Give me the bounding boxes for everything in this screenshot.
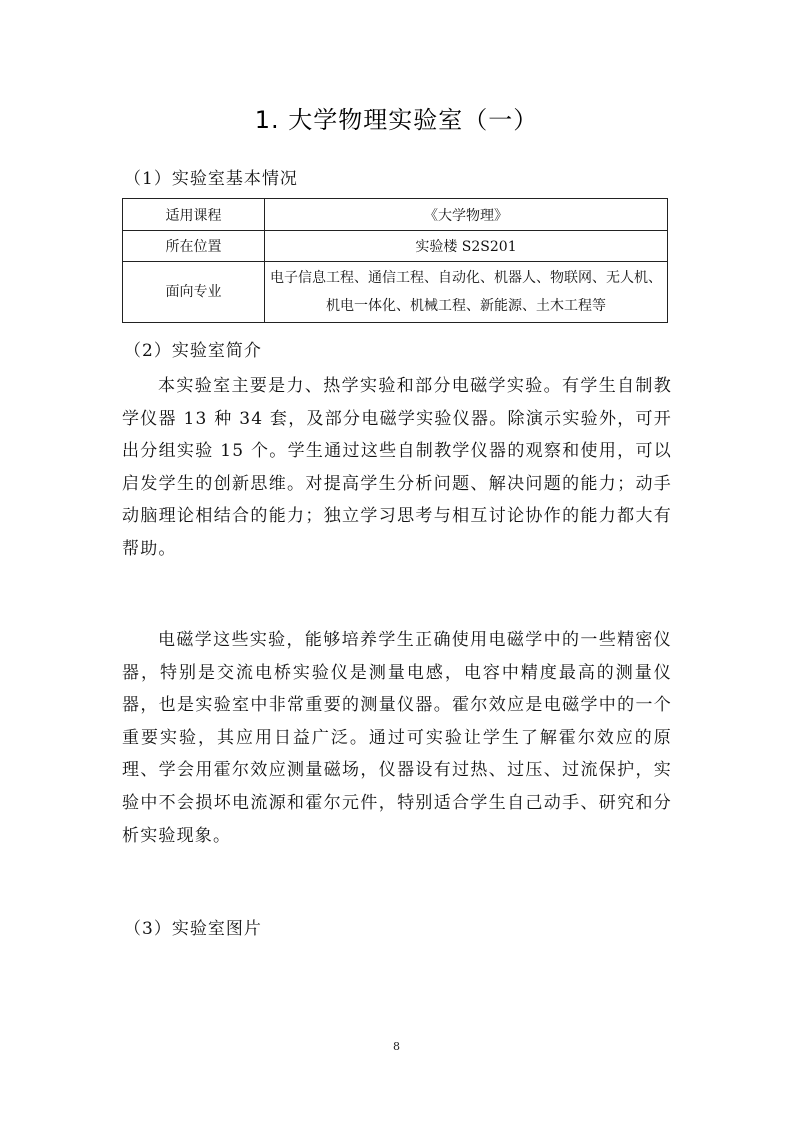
intro-paragraph-1: 本实验室主要是力、热学实验和部分电磁学实验。有学生自制教学仪器 13 种 34 套，及部分电磁学实验仪器。除演示实验外，可开出分组实验 15 个。学生通过这些自制教学仪器的观察和使用，可以启发学生的创新思维。对提高学生分析问题、解决问题的能力；动手动脑理论相结合的能力；独立学习思考与相互讨论协作的能力都大有帮助。 — [122, 376, 672, 559]
table-key-course: 适用课程 — [123, 199, 265, 231]
section-heading-introduction: （2）实验室简介 — [124, 341, 262, 361]
section-heading-basic-info: （1）实验室基本情况 — [124, 169, 298, 189]
table-row — [123, 262, 668, 323]
table-key-majors: 面向专业 — [123, 262, 265, 323]
majors-line-2: 机电一体化、机械工程、新能源、土木工程等 — [326, 298, 606, 314]
table-value-course: 《大学物理》 — [265, 199, 668, 231]
table-value-majors — [265, 262, 668, 323]
table-key-location: 所在位置 — [123, 231, 265, 262]
table-value-location: 实验楼 S2S201 — [265, 231, 668, 262]
table-row — [123, 199, 668, 231]
intro-paragraph-2: 电磁学这些实验，能够培养学生正确使用电磁学中的一些精密仪器，特别是交流电桥实验仪是测量电感，电容中精度最高的测量仪器，也是实验室中非常重要的测量仪器。霍尔效应是电磁学中的一个重要实验，其应用日益广泛。通过可实验让学生了解霍尔效应的原理、学会用霍尔效应测量磁场，仪器设有过热、过压、过流保护，实验中不会损坏电流源和霍尔元件，特别适合学生自己动手、研究和分析实验现象。 — [122, 630, 672, 846]
table-row — [123, 231, 668, 262]
page-title: 1. 大学物理实验室（一） — [254, 106, 539, 134]
majors-line-1: 电子信息工程、通信工程、自动化、机器人、物联网、无人机、 — [270, 270, 662, 286]
lab-info-table — [122, 198, 668, 323]
section-heading-pictures: （3）实验室图片 — [124, 919, 262, 939]
page-number: 8 — [393, 1040, 400, 1053]
